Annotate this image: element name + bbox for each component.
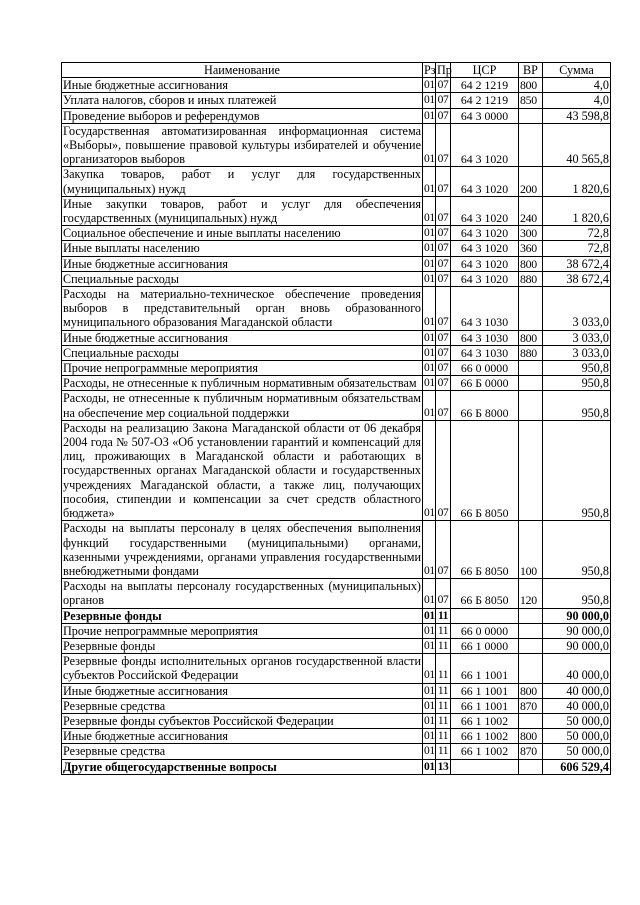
cell-csr: 66 0 0000: [451, 623, 519, 638]
cell-pr: 07: [436, 167, 451, 196]
cell-vr: 800: [519, 330, 543, 345]
cell-sum: 40 000,0: [543, 654, 611, 683]
cell-csr: 64 2 1219: [451, 78, 519, 93]
cell-csr: 64 3 1020: [451, 241, 519, 256]
cell-csr: 64 3 1020: [451, 271, 519, 286]
cell-sum: 40 000,0: [543, 683, 611, 698]
cell-rz: 01: [423, 521, 436, 579]
cell-sum: 40 565,8: [543, 123, 611, 167]
cell-name: Иные бюджетные ассигнования: [62, 729, 423, 744]
cell-name: Расходы, не отнесенные к публичным нормативным обязательствам на обеспечение мер социальной поддержки: [63, 391, 421, 420]
cell-vr: 800: [519, 683, 543, 698]
cell-vr: [519, 654, 543, 683]
cell-sum: 3 033,0: [543, 287, 611, 331]
table-row: [62, 698, 611, 713]
cell-rz: 01: [424, 362, 435, 375]
table-row: [62, 391, 611, 420]
cell-csr: 64 2 1219: [451, 93, 519, 108]
table-row: [62, 638, 611, 653]
cell-csr: 66 Б 8050: [451, 579, 519, 608]
table-row: [62, 256, 611, 271]
cell-sum: 950,8: [543, 376, 611, 391]
cell-vr: [519, 759, 543, 774]
cell-rz: 01: [423, 167, 436, 196]
table-row: [62, 241, 611, 256]
header-rz: Рз: [424, 63, 436, 77]
cell-csr: 64 3 1030: [451, 287, 519, 331]
cell-sum: 950,8: [543, 391, 611, 420]
table-row: [62, 287, 611, 331]
cell-sum: 38 672,4: [543, 271, 611, 286]
cell-sum: 72,8: [543, 241, 611, 256]
cell-name: Иные бюджетные ассигнования: [62, 256, 423, 271]
cell-rz: 01: [424, 272, 435, 285]
table-row: [62, 744, 611, 759]
cell-name: Расходы на материально-техническое обеспечение проведения выборов в представительный орган вновь образованного муниципального образования Магаданской области: [63, 287, 421, 330]
cell-sum: 606 529,4: [543, 759, 611, 774]
cell-csr: 64 3 0000: [451, 108, 519, 123]
cell-pr: 07: [436, 241, 451, 256]
cell-sum: 50 000,0: [543, 729, 611, 744]
cell-vr: 800: [519, 729, 543, 744]
cell-csr: 66 1 1002: [451, 729, 519, 744]
cell-vr: [519, 361, 543, 376]
cell-csr: 66 Б 0000: [451, 376, 519, 391]
cell-vr: 870: [519, 744, 543, 759]
cell-rz: 01: [423, 420, 436, 520]
cell-csr: 66 1 1002: [451, 713, 519, 728]
cell-rz: 01: [423, 391, 436, 420]
cell-name: Резервные фонды: [62, 638, 423, 653]
cell-csr: 64 3 1030: [451, 345, 519, 360]
cell-pr: 07: [436, 271, 451, 286]
cell-rz: 01: [424, 377, 435, 390]
cell-sum: 950,8: [543, 361, 611, 376]
cell-name: Резервные средства: [62, 698, 423, 713]
cell-vr: 800: [519, 256, 543, 271]
table-row: [62, 376, 611, 391]
cell-csr: 64 3 1030: [451, 330, 519, 345]
cell-csr: 66 0 0000: [451, 361, 519, 376]
cell-rz: 01: [424, 684, 435, 697]
table-row: [62, 579, 611, 608]
cell-csr: 64 3 1020: [451, 167, 519, 196]
cell-vr: [519, 608, 543, 623]
cell-pr: 07: [436, 78, 451, 93]
cell-rz: 01: [424, 730, 435, 743]
table-row: [62, 608, 611, 623]
cell-csr: 66 1 0000: [451, 638, 519, 653]
cell-pr: 07: [436, 376, 451, 391]
cell-vr: 100: [519, 521, 543, 579]
cell-vr: 300: [519, 226, 543, 241]
cell-pr: 13: [436, 759, 451, 774]
cell-sum: 3 033,0: [543, 345, 611, 360]
cell-csr: 66 1 1001: [451, 654, 519, 683]
table-body: [62, 78, 611, 775]
cell-vr: 880: [519, 271, 543, 286]
cell-name: Расходы на выплаты персоналу в целях обеспечения выполнения функций государственными (муниципальными) органами, казенными учреждениями, органами управления государственными внебюджетными фондами: [63, 521, 421, 578]
table-row: [62, 123, 611, 167]
cell-csr: 64 3 1020: [451, 256, 519, 271]
cell-pr: 11: [436, 683, 451, 698]
header-pr: Пр: [437, 63, 452, 77]
cell-name: Прочие непрограммные мероприятия: [62, 361, 423, 376]
table-row: [62, 196, 611, 225]
cell-pr: 11: [436, 623, 451, 638]
cell-pr: 11: [436, 744, 451, 759]
cell-csr: 66 Б 8050: [451, 521, 519, 579]
cell-vr: 240: [519, 196, 543, 225]
cell-sum: 90 000,0: [543, 623, 611, 638]
budget-table-container: [61, 62, 611, 775]
cell-rz: 01: [424, 714, 435, 727]
cell-pr: 07: [436, 521, 451, 579]
cell-vr: 850: [519, 93, 543, 108]
cell-sum: 38 672,4: [543, 256, 611, 271]
cell-sum: 90 000,0: [543, 638, 611, 653]
cell-name: Уплата налогов, сборов и иных платежей: [62, 93, 423, 108]
table-row: [62, 759, 611, 774]
cell-name: Резервные фонды исполнительных органов государственной власти субъектов Российской Федерации: [63, 654, 421, 683]
cell-sum: 950,8: [543, 521, 611, 579]
cell-pr: 07: [436, 108, 451, 123]
cell-rz: 01: [424, 760, 435, 773]
cell-sum: 950,8: [543, 579, 611, 608]
cell-name: Иные выплаты населению: [62, 241, 423, 256]
cell-name: Резервные фонды: [62, 608, 423, 623]
table-row: [62, 226, 611, 241]
cell-vr: 200: [519, 167, 543, 196]
cell-name: Проведение выборов и референдумов: [62, 108, 423, 123]
cell-pr: 07: [436, 391, 451, 420]
cell-vr: 360: [519, 241, 543, 256]
cell-csr: 64 3 1020: [451, 226, 519, 241]
cell-sum: 40 000,0: [543, 698, 611, 713]
header-vr: ВР: [519, 63, 543, 78]
cell-name: Специальные расходы: [62, 271, 423, 286]
cell-csr: 64 3 1020: [451, 196, 519, 225]
cell-csr: 66 1 1002: [451, 744, 519, 759]
cell-pr: 07: [436, 93, 451, 108]
cell-name: Социальное обеспечение и иные выплаты населению: [62, 226, 423, 241]
cell-rz: 01: [424, 79, 435, 92]
cell-sum: 1 820,6: [543, 167, 611, 196]
cell-vr: [519, 123, 543, 167]
cell-name: Расходы, не отнесенные к публичным нормативным обязательствам: [62, 376, 423, 391]
cell-rz: 01: [423, 579, 436, 608]
table-row: [62, 93, 611, 108]
table-row: [62, 361, 611, 376]
cell-pr: 07: [436, 361, 451, 376]
cell-name: Расходы на реализацию Закона Магаданской области от 06 декабря 2004 года № 507-ОЗ «Об установлении гарантий и компенсаций для лиц, проживающих в Магаданской области и работающих в государственных органах Магаданской области и государственных учреждениях Магаданской области, а также лиц, получающих пособия, стипендии и компенсации за счет средств областного бюджета»: [63, 420, 421, 521]
table-row: [62, 78, 611, 93]
cell-rz: 01: [424, 109, 435, 122]
cell-name: Иные бюджетные ассигнования: [62, 330, 423, 345]
cell-vr: 870: [519, 698, 543, 713]
cell-vr: [519, 108, 543, 123]
cell-vr: [519, 287, 543, 331]
table-row: [62, 623, 611, 638]
table-header-row: [62, 63, 611, 78]
cell-csr: [451, 759, 519, 774]
cell-vr: [519, 638, 543, 653]
cell-vr: 800: [519, 78, 543, 93]
cell-pr: 11: [436, 729, 451, 744]
cell-name: Иные бюджетные ассигнования: [62, 683, 423, 698]
cell-sum: 4,0: [543, 78, 611, 93]
cell-name: Расходы на выплаты персоналу государственных (муниципальных) органов: [63, 579, 421, 608]
table-row: [62, 108, 611, 123]
cell-name: Прочие непрограммные мероприятия: [62, 623, 423, 638]
budget-table: [61, 62, 611, 775]
cell-rz: 01: [424, 624, 435, 637]
cell-csr: 66 Б 8000: [451, 391, 519, 420]
table-row: [62, 420, 611, 520]
table-row: [62, 521, 611, 579]
cell-name: Государственная автоматизированная информационная система «Выборы», повышение правовой культуры избирателей и обучение организаторов выборов: [63, 123, 421, 167]
cell-rz: 01: [424, 242, 435, 255]
cell-sum: 4,0: [543, 93, 611, 108]
cell-vr: [519, 376, 543, 391]
cell-sum: 50 000,0: [543, 744, 611, 759]
cell-vr: [519, 713, 543, 728]
cell-name: Иные закупки товаров, работ и услуг для обеспечения государственных (муниципальных) нужд: [63, 196, 421, 226]
cell-vr: 880: [519, 345, 543, 360]
table-row: [62, 345, 611, 360]
cell-vr: [519, 391, 543, 420]
header-csr: ЦСР: [451, 63, 519, 78]
cell-vr: [519, 623, 543, 638]
cell-rz: 01: [424, 639, 435, 652]
header-sum: Сумма: [543, 63, 611, 78]
table-row: [62, 167, 611, 196]
table-row: [62, 654, 611, 683]
cell-rz: 01: [423, 654, 436, 683]
cell-pr: 07: [436, 196, 451, 225]
cell-rz: 01: [423, 123, 436, 167]
cell-csr: 66 Б 8050: [451, 420, 519, 520]
cell-csr: [451, 608, 519, 623]
cell-rz: 01: [424, 331, 435, 344]
cell-sum: 3 033,0: [543, 330, 611, 345]
cell-rz: 01: [424, 94, 435, 107]
cell-sum: 90 000,0: [543, 608, 611, 623]
cell-sum: 50 000,0: [543, 713, 611, 728]
cell-sum: 72,8: [543, 226, 611, 241]
cell-pr: 07: [436, 579, 451, 608]
cell-name: Резервные средства: [62, 744, 423, 759]
cell-rz: 01: [424, 227, 435, 240]
cell-name: Иные бюджетные ассигнования: [62, 78, 423, 93]
cell-sum: 1 820,6: [543, 196, 611, 225]
cell-name: Другие общегосударственные вопросы: [62, 759, 423, 774]
cell-rz: 01: [424, 699, 435, 712]
cell-rz: 01: [424, 609, 435, 622]
cell-rz: 01: [424, 346, 435, 359]
cell-pr: 07: [436, 330, 451, 345]
cell-vr: [519, 420, 543, 520]
cell-pr: 11: [436, 698, 451, 713]
header-name: Наименование: [62, 63, 423, 78]
cell-pr: 07: [436, 420, 451, 520]
cell-csr: 66 1 1001: [451, 683, 519, 698]
cell-pr: 11: [436, 713, 451, 728]
cell-rz: 01: [423, 196, 436, 225]
table-row: [62, 271, 611, 286]
cell-rz: 01: [423, 287, 436, 331]
cell-pr: 11: [436, 608, 451, 623]
table-row: [62, 713, 611, 728]
cell-rz: 01: [424, 257, 435, 270]
cell-csr: 66 1 1001: [451, 698, 519, 713]
table-row: [62, 729, 611, 744]
cell-pr: 07: [436, 287, 451, 331]
cell-name: Резервные фонды субъектов Российской Федерации: [62, 713, 423, 728]
cell-sum: 950,8: [543, 420, 611, 520]
cell-pr: 11: [436, 638, 451, 653]
table-row: [62, 330, 611, 345]
cell-name: Закупка товаров, работ и услуг для государственных (муниципальных) нужд: [63, 167, 421, 196]
cell-csr: 64 3 1020: [451, 123, 519, 167]
cell-pr: 11: [436, 654, 451, 683]
table-row: [62, 683, 611, 698]
cell-name: Специальные расходы: [62, 345, 423, 360]
cell-rz: 01: [424, 745, 435, 758]
cell-pr: 07: [436, 123, 451, 167]
cell-pr: 07: [436, 345, 451, 360]
cell-sum: 43 598,8: [543, 108, 611, 123]
cell-vr: 120: [519, 579, 543, 608]
cell-pr: 07: [436, 226, 451, 241]
cell-pr: 07: [436, 256, 451, 271]
